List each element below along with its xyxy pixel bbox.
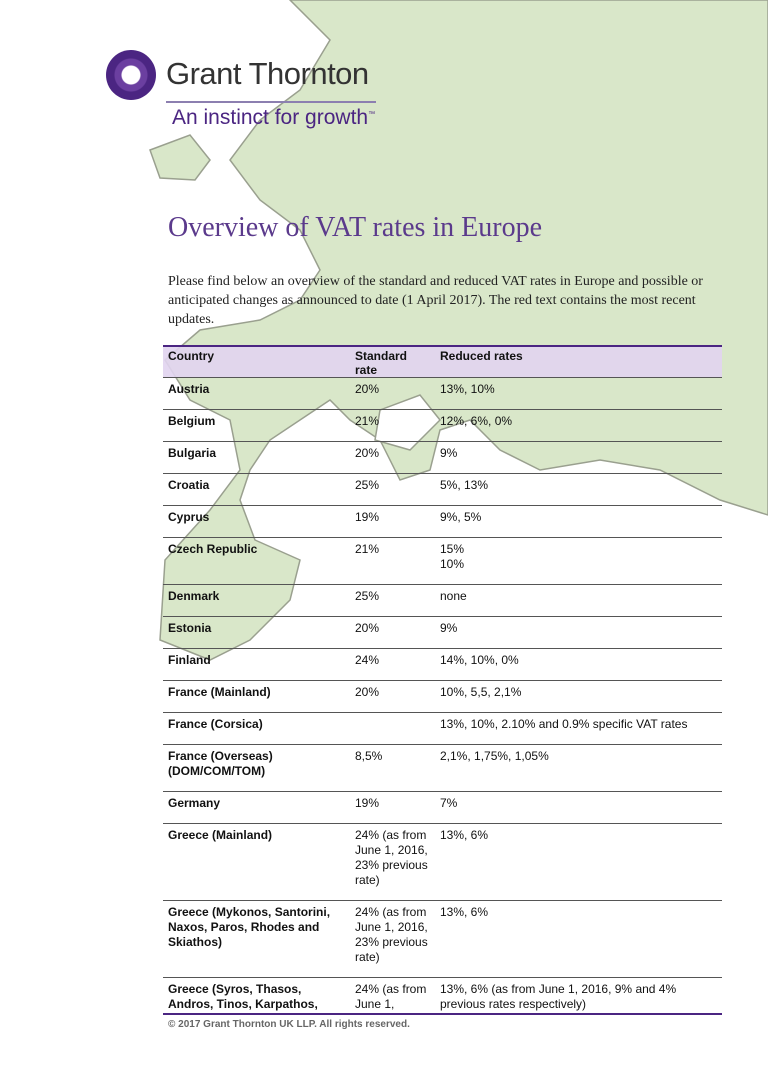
country-cell: France (Corsica) — [163, 713, 350, 745]
table-row — [163, 474, 722, 506]
table-row — [163, 824, 722, 901]
table-row — [163, 792, 722, 824]
standard-rate-cell: 21% — [350, 410, 435, 442]
table-row — [163, 538, 722, 585]
country-cell: Austria — [163, 378, 350, 410]
logo-divider — [166, 101, 376, 103]
reduced-rates-cell: 9%, 5% — [435, 506, 722, 538]
table-row — [163, 713, 722, 745]
table-row — [163, 649, 722, 681]
table-row — [163, 506, 722, 538]
standard-rate-cell: 20% — [350, 617, 435, 649]
standard-rate-cell: 19% — [350, 792, 435, 824]
reduced-rates-cell: 13%, 6% (as from June 1, 2016, 9% and 4% previous rates respectively) — [435, 978, 722, 1015]
table-row — [163, 617, 722, 649]
vat-rates-table — [163, 345, 722, 1015]
country-cell: France (Overseas) (DOM/COM/TOM) — [163, 745, 350, 792]
reduced-rates-cell: 9% — [435, 617, 722, 649]
standard-rate-cell: 19% — [350, 506, 435, 538]
country-cell: Estonia — [163, 617, 350, 649]
reduced-rates-cell: none — [435, 585, 722, 617]
table-row — [163, 410, 722, 442]
standard-rate-cell: 8,5% — [350, 745, 435, 792]
country-cell: Greece (Mykonos, Santorini, Naxos, Paros, Rhodes and Skiathos) — [163, 901, 350, 978]
country-cell: Germany — [163, 792, 350, 824]
table-row — [163, 745, 722, 792]
table-header-row — [163, 346, 722, 378]
standard-rate-cell: 20% — [350, 378, 435, 410]
reduced-rates-cell: 13%, 6% — [435, 824, 722, 901]
table-row — [163, 585, 722, 617]
country-cell: Cyprus — [163, 506, 350, 538]
country-cell: Finland — [163, 649, 350, 681]
page-title: Overview of VAT rates in Europe — [168, 212, 543, 243]
reduced-rates-cell: 12%, 6%, 0% — [435, 410, 722, 442]
country-cell: France (Mainland) — [163, 681, 350, 713]
reduced-rates-cell: 13%, 10% — [435, 378, 722, 410]
country-cell: Croatia — [163, 474, 350, 506]
standard-rate-cell: 25% — [350, 585, 435, 617]
reduced-rates-cell: 15% 10% — [435, 538, 722, 585]
country-cell: Belgium — [163, 410, 350, 442]
tagline-text: An instinct for growth — [172, 106, 369, 129]
standard-rate-cell: 20% — [350, 442, 435, 474]
standard-rate-cell: 24% (as from June 1, 2016, 23% previous rate) — [350, 824, 435, 901]
header-reduced-rates: Reduced rates — [435, 346, 722, 378]
country-cell: Greece (Mainland) — [163, 824, 350, 901]
standard-rate-cell: 24% (as from June 1, — [350, 978, 435, 1015]
intro-paragraph: Please find below an overview of the standard and reduced VAT rates in Europe and possible or anticipated changes as announced to date (1 April 2017). The red text contains the most recent updates. — [168, 274, 703, 327]
logo-name: Grant Thornton — [166, 56, 369, 91]
reduced-rates-cell: 9% — [435, 442, 722, 474]
reduced-rates-cell: 10%, 5,5, 2,1% — [435, 681, 722, 713]
table-row — [163, 978, 722, 1015]
table-row — [163, 442, 722, 474]
table-row — [163, 901, 722, 978]
standard-rate-cell: 24% — [350, 649, 435, 681]
table-row — [163, 681, 722, 713]
country-cell: Bulgaria — [163, 442, 350, 474]
country-cell: Czech Republic — [163, 538, 350, 585]
reduced-rates-cell: 13%, 6% — [435, 901, 722, 978]
standard-rate-cell — [350, 713, 435, 745]
standard-rate-cell: 21% — [350, 538, 435, 585]
standard-rate-cell: 25% — [350, 474, 435, 506]
copyright-footer: © 2017 Grant Thornton UK LLP. All rights reserved. — [168, 1019, 410, 1030]
header-country: Country — [163, 346, 350, 378]
standard-rate-cell: 24% (as from June 1, 2016, 23% previous rate) — [350, 901, 435, 978]
country-cell: Greece (Syros, Thasos, Andros, Tinos, Karpathos, — [163, 978, 350, 1015]
reduced-rates-cell: 13%, 10%, 2.10% and 0.9% specific VAT rates — [435, 713, 722, 745]
logo-tagline — [172, 106, 375, 130]
standard-rate-cell: 20% — [350, 681, 435, 713]
header-standard-rate: Standard rate — [350, 346, 435, 378]
reduced-rates-cell: 7% — [435, 792, 722, 824]
reduced-rates-cell: 5%, 13% — [435, 474, 722, 506]
country-cell: Denmark — [163, 585, 350, 617]
trademark: ™ — [368, 111, 376, 118]
reduced-rates-cell: 14%, 10%, 0% — [435, 649, 722, 681]
table-row — [163, 378, 722, 410]
logo-mark-icon — [106, 50, 156, 100]
reduced-rates-cell: 2,1%, 1,75%, 1,05% — [435, 745, 722, 792]
